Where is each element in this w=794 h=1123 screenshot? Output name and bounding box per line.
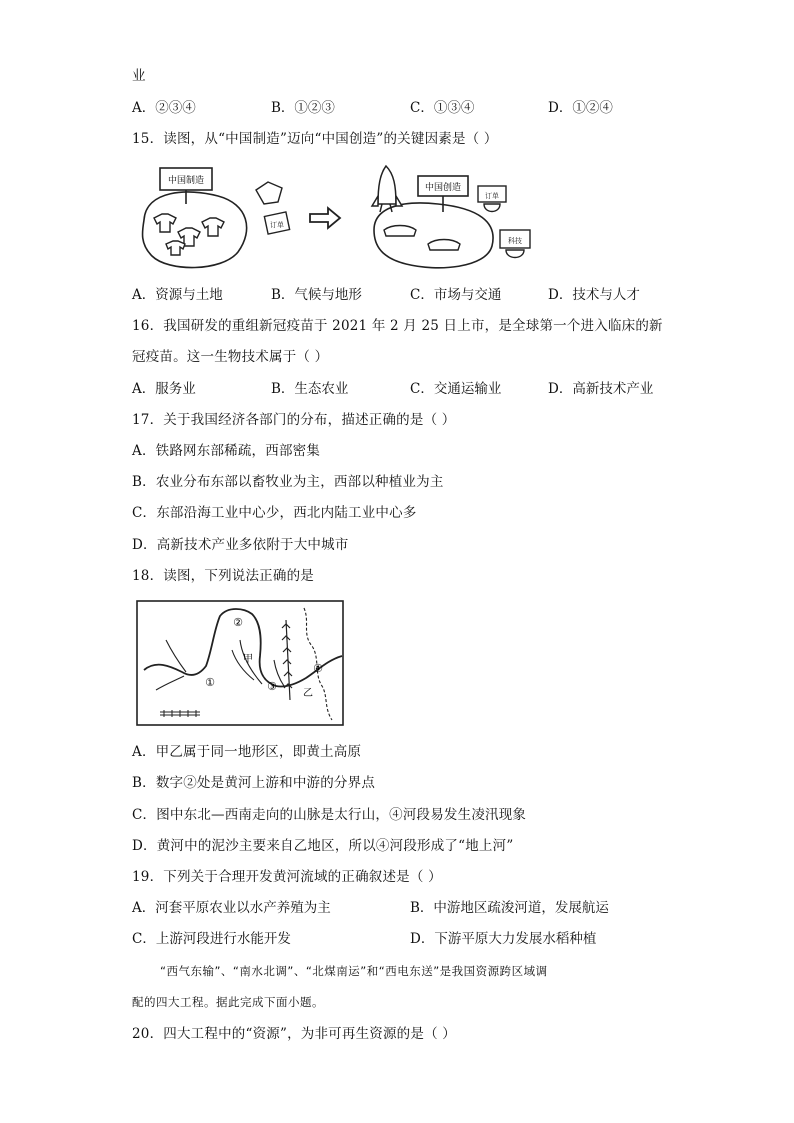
q15-figure: [138, 160, 558, 278]
right-order-text: 订单: [485, 192, 499, 200]
q16-stem-line2: 冠疫苗。这一生物技术属于（ ）: [132, 349, 329, 365]
q19-option-b[interactable]: B．中游地区疏浚河道，发展航运: [410, 900, 609, 916]
map-label-yi: 乙: [303, 688, 313, 699]
q17-option-a[interactable]: A．铁路网东部稀疏，西部密集: [132, 443, 321, 459]
q19-option-c[interactable]: C．上游河段进行水能开发: [132, 931, 291, 947]
q19-stem: 19．下列关于合理开发黄河流域的正确叙述是（ ）: [132, 869, 442, 885]
q20-stem: 20．四大工程中的“资源”，为非可再生资源的是（ ）: [132, 1026, 456, 1042]
map-label-4: ④: [313, 662, 323, 675]
q17-option-c[interactable]: C．东部沿海工业中心少，西北内陆工业中心多: [132, 505, 417, 521]
q15-option-b[interactable]: B．气候与地形: [271, 287, 362, 303]
q18-stem: 18．读图，下列说法正确的是: [132, 568, 314, 584]
intro-line1: “西气东输”、“南水北调”、“北煤南运”和“西电东送”是我国资源跨区域调: [160, 964, 548, 978]
q19-option-d[interactable]: D．下游平原大力发展水稻种植: [410, 931, 597, 947]
q14-option-a[interactable]: A．②③④: [132, 100, 196, 116]
q16-option-d[interactable]: D．高新技术产业: [548, 381, 654, 397]
left-sign-text: 中国制造: [167, 176, 205, 186]
left-order-text: 订单: [270, 221, 284, 229]
q15-option-d[interactable]: D．技术与人才: [548, 287, 640, 303]
q18-map: [136, 600, 344, 726]
q18-option-d[interactable]: D．黄河中的泥沙主要来自乙地区，所以④河段形成了“地上河”: [132, 838, 514, 854]
intro-line2: 配的四大工程。据此完成下面小题。: [132, 995, 324, 1009]
arrow-right-icon: [310, 208, 340, 228]
q18-option-b[interactable]: B．数字②处是黄河上游和中游的分界点: [132, 775, 376, 791]
vehicles-icon: [384, 226, 460, 251]
q16-option-c[interactable]: C．交通运输业: [410, 381, 502, 397]
right-sign-text: 中国创造: [424, 183, 462, 193]
q14-tail: 业: [132, 68, 146, 84]
map-label-1: ①: [205, 676, 215, 689]
q18-option-a[interactable]: A．甲乙属于同一地形区，即黄土高原: [132, 744, 362, 760]
q17-option-d[interactable]: D．高新技术产业多依附于大中城市: [132, 537, 349, 553]
q16-stem-line1: 16．我国研发的重组新冠疫苗于 2021 年 2 月 25 日上市，是全球第一个进入临床的新: [132, 318, 663, 334]
q17-stem: 17．关于我国经济各部门的分布，描述正确的是（ ）: [132, 412, 456, 428]
q18-option-c[interactable]: C．图中东北—西南走向的山脉是太行山，④河段易发生凌汛现象: [132, 807, 527, 823]
map-label-jia: 甲: [243, 654, 253, 665]
q14-option-b[interactable]: B．①②③: [271, 100, 335, 116]
q15-option-c[interactable]: C．市场与交通: [410, 287, 502, 303]
order-hand-icon: [256, 182, 290, 234]
q14-option-d[interactable]: D．①②④: [548, 100, 613, 116]
bowl-icon: [484, 204, 500, 212]
q15-option-a[interactable]: A．资源与土地: [132, 287, 223, 303]
q17-option-b[interactable]: B．农业分布东部以畜牧业为主，西部以种植业为主: [132, 474, 444, 490]
q16-option-b[interactable]: B．生态农业: [271, 381, 349, 397]
q15-stem: 15．读图，从“中国制造”迈向“中国创造”的关键因素是（ ）: [132, 131, 498, 147]
tech-text: 科技: [508, 237, 522, 245]
q14-option-c[interactable]: C．①③④: [410, 100, 475, 116]
map-label-2: ②: [233, 616, 243, 629]
shirts-icon: [154, 214, 224, 255]
q16-option-a[interactable]: A．服务业: [132, 381, 196, 397]
map-label-3: ③: [267, 680, 277, 693]
rocket-icon: [372, 166, 402, 212]
bowl-icon-2: [506, 250, 524, 258]
q19-option-a[interactable]: A．河套平原农业以水产养殖为主: [132, 900, 331, 916]
